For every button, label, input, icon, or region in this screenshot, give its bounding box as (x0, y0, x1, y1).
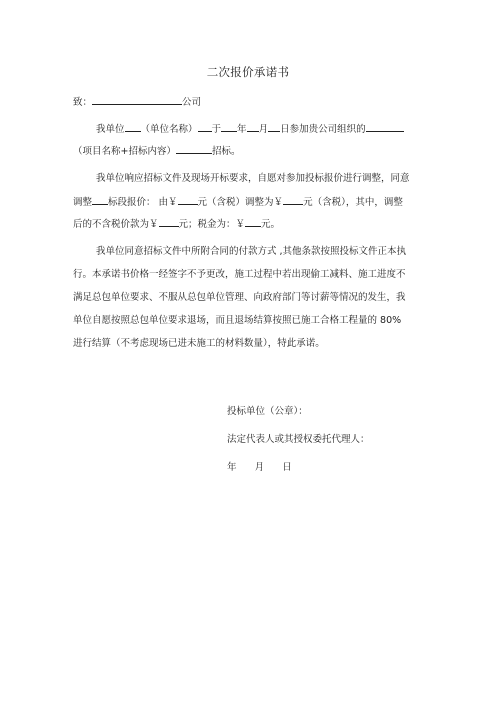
p2-line2 (73, 194, 403, 209)
addressee-suffix: 公司 (182, 97, 202, 108)
p1-line1 (96, 121, 404, 136)
p2-text: 元；税金为：￥ (178, 219, 246, 230)
p2-text: 调整 (73, 197, 93, 208)
p2-line3 (73, 216, 280, 231)
p1-text: （项目名称+招标内容） (73, 146, 176, 157)
document-title: 二次报价承诺书 (206, 65, 290, 79)
p3-line2: 行。本承诺书价格一经签字不予更改，施工过程中若出现偷工减料、施工进度不 (73, 269, 406, 280)
blank-unit-name (198, 121, 212, 132)
addressee-prefix: 致： (73, 97, 93, 108)
p3-line5: 进行结算（不考虑现场已进未施工的材料数量），特此承诺。 (73, 338, 325, 349)
blank-day (268, 121, 280, 132)
p1-text: 招标。 (211, 146, 241, 157)
blank-project (366, 121, 404, 132)
p3-line1: 我单位同意招标文件中所附合同的付款方式 ,其他条款按照投标文件正本执 (96, 246, 407, 257)
p2-text: 元（含税），其中，调整 (303, 197, 403, 208)
p1-text: 年 (237, 124, 247, 135)
p1-text: 我单位 (96, 124, 125, 135)
bidder-signature-label: 投标单位（公章）： (227, 406, 308, 417)
addressee-line (73, 94, 201, 109)
p2-text: 元（含税）调整为￥ (197, 197, 284, 208)
blank-net-price (159, 216, 179, 227)
blank-company (92, 94, 182, 105)
blank-original-price (178, 194, 198, 205)
representative-signature-label: 法定代表人或其授权委托代理人： (227, 434, 370, 445)
p1-text: 日参加贵公司组织的 (280, 124, 366, 135)
p2-text: 标段报价： 由￥ (108, 197, 178, 208)
p2-text: 后的不含税价款为￥ (73, 219, 159, 230)
blank-content (176, 143, 212, 154)
blank-unit (125, 121, 141, 132)
blank-month (247, 121, 259, 132)
p1-line2 (73, 143, 240, 158)
p2-text: 元。 (261, 219, 281, 230)
p1-text: 月 (258, 124, 269, 135)
blank-new-price (283, 194, 303, 205)
p2-line1: 我单位响应招标文件及现场开标要求，自愿对参加投标报价进行调整，同意 (96, 173, 410, 184)
blank-tax (245, 216, 261, 227)
p3-line4: 单位自愿按照总包单位要求退场，而且退场结算按照已施工合格工程量的 80% (73, 315, 402, 326)
p1-text: 于 (211, 124, 222, 135)
blank-year (221, 121, 237, 132)
blank-lot (92, 194, 108, 205)
p3-line3: 满足总包单位要求、不服从总包单位管理、向政府部门等讨薪等情况的发生，我 (73, 292, 406, 303)
p1-text: （单位名称） (140, 124, 198, 135)
signature-date: 年 月 日 (227, 462, 292, 473)
